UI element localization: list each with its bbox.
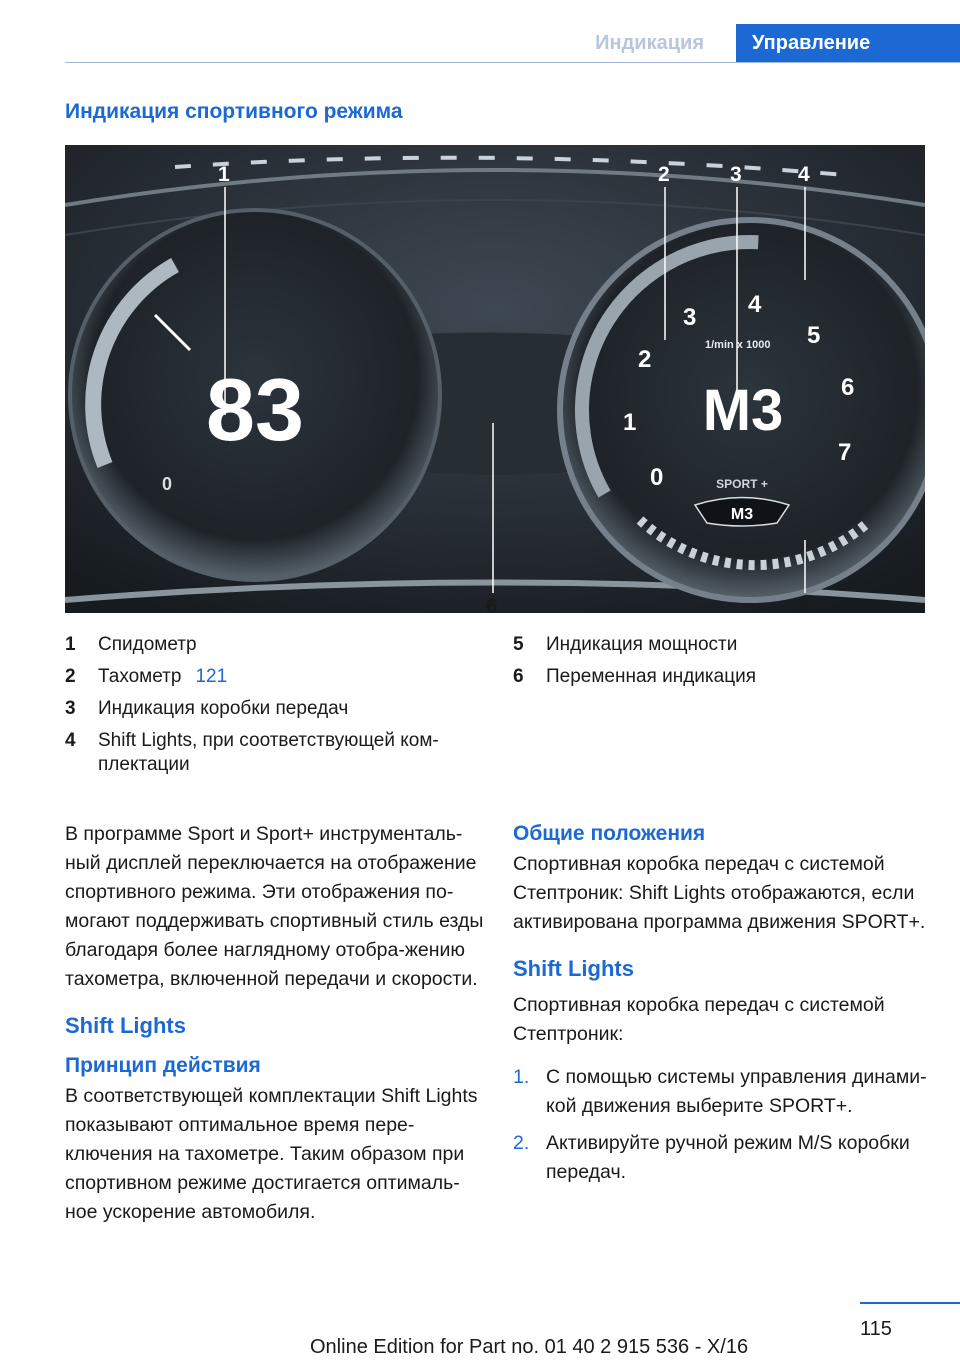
tach-number: 7 (838, 439, 852, 466)
step-item (513, 1063, 933, 1121)
tach-number: 2 (638, 346, 652, 373)
legend-text: Индикация коробки передач (98, 698, 349, 719)
callout-label: 5 (798, 595, 810, 613)
tab-controls[interactable]: Управление (736, 24, 960, 62)
left-text-column (65, 820, 485, 1227)
tach-number: 0 (650, 464, 664, 491)
heading-shift-lights: Shift Lights (65, 1013, 186, 1038)
tach-number: 1 (623, 409, 637, 436)
chapter-tab-bar (65, 24, 960, 63)
figure-legend-right (513, 633, 933, 697)
heading-shift-lights-right: Shift Lights (513, 956, 634, 981)
footer-rule (860, 1302, 960, 1304)
step-text: Активируйте ручной режим M/S коробки передач. (546, 1132, 910, 1183)
general-paragraph: Спортивная коробка передач с системой Стептроник: Shift Lights отображаются, если активирована программа движения SPORT+. (513, 853, 926, 933)
legend-text: Переменная индикация (546, 666, 756, 687)
legend-item (65, 633, 465, 657)
steps-list (513, 1063, 933, 1187)
step-text: С помощью системы управления динами-кой движения выберите SPORT+. (546, 1066, 927, 1117)
page-number: 115 (860, 1318, 892, 1340)
tab-indication[interactable]: Индикация (595, 32, 704, 54)
legend-number: 5 (513, 634, 524, 655)
legend-number: 6 (513, 666, 524, 687)
legend-item (513, 633, 933, 657)
legend-number: 4 (65, 730, 76, 751)
legend-number: 1 (65, 634, 76, 655)
intro-paragraph: В программе Sport и Sport+ инструменталь-ный дисплей переключается на отображение спортивного режима. Эти отображения по-могают поддерживать спортивный стиль езды благодаря более наглядному отобра-жению тахометра, включенной передачи и скорости. (65, 823, 484, 990)
heading-principle: Принцип действия (65, 1054, 261, 1077)
callout-label: 6 (486, 595, 498, 613)
legend-item (65, 665, 465, 689)
callout-label: 2 (658, 163, 670, 186)
right-text-column (513, 820, 933, 1195)
page-reference-link[interactable]: 121 (195, 666, 228, 687)
step-item (513, 1129, 933, 1187)
shift-lights-paragraph: Спортивная коробка передач с системой Стептроник: (513, 994, 885, 1045)
callout-label: 4 (798, 163, 810, 186)
step-number: 2. (513, 1132, 530, 1154)
speed-scale-zero: 0 (162, 474, 173, 494)
section-title: Индикация спортивного режима (65, 100, 403, 123)
instrument-cluster-figure (65, 145, 925, 613)
legend-item (513, 665, 933, 689)
legend-text: Тахометр (98, 666, 182, 687)
legend-text: Индикация мощности (546, 634, 738, 655)
callout-label: 3 (730, 163, 742, 186)
edition-footer: Online Edition for Part no. 01 40 2 915 536 - X/16 (310, 1336, 749, 1358)
callout-label: 1 (218, 163, 230, 186)
heading-general: Общие положения (513, 822, 706, 845)
legend-text: Shift Lights, при соответствующей ком-плектации (98, 730, 439, 775)
speed-readout: 83 (206, 360, 304, 459)
principle-paragraph: В соответствующей комплектации Shift Lights показывают оптимальное время пере-ключения на тахометре. Таким образом при спортивном режиме достигается оптималь-ное ускорение автомобиля. (65, 1085, 478, 1223)
gear-readout: M3 (702, 378, 784, 443)
legend-number: 3 (65, 698, 76, 719)
legend-item (65, 697, 465, 721)
tach-unit: 1/min x 1000 (705, 339, 771, 351)
figure-legend-left (65, 633, 465, 785)
step-number: 1. (513, 1066, 530, 1088)
drive-mode-label: SPORT + (716, 477, 768, 491)
tach-number: 4 (748, 291, 762, 318)
legend-item (65, 729, 465, 777)
tach-number: 3 (683, 304, 697, 331)
tach-number: 5 (807, 322, 821, 349)
legend-number: 2 (65, 666, 76, 687)
legend-text: Спидометр (98, 634, 197, 655)
drive-mode-gear: M3 (730, 506, 754, 523)
instrument-cluster-illustration (65, 145, 925, 613)
tach-number: 6 (841, 374, 855, 401)
